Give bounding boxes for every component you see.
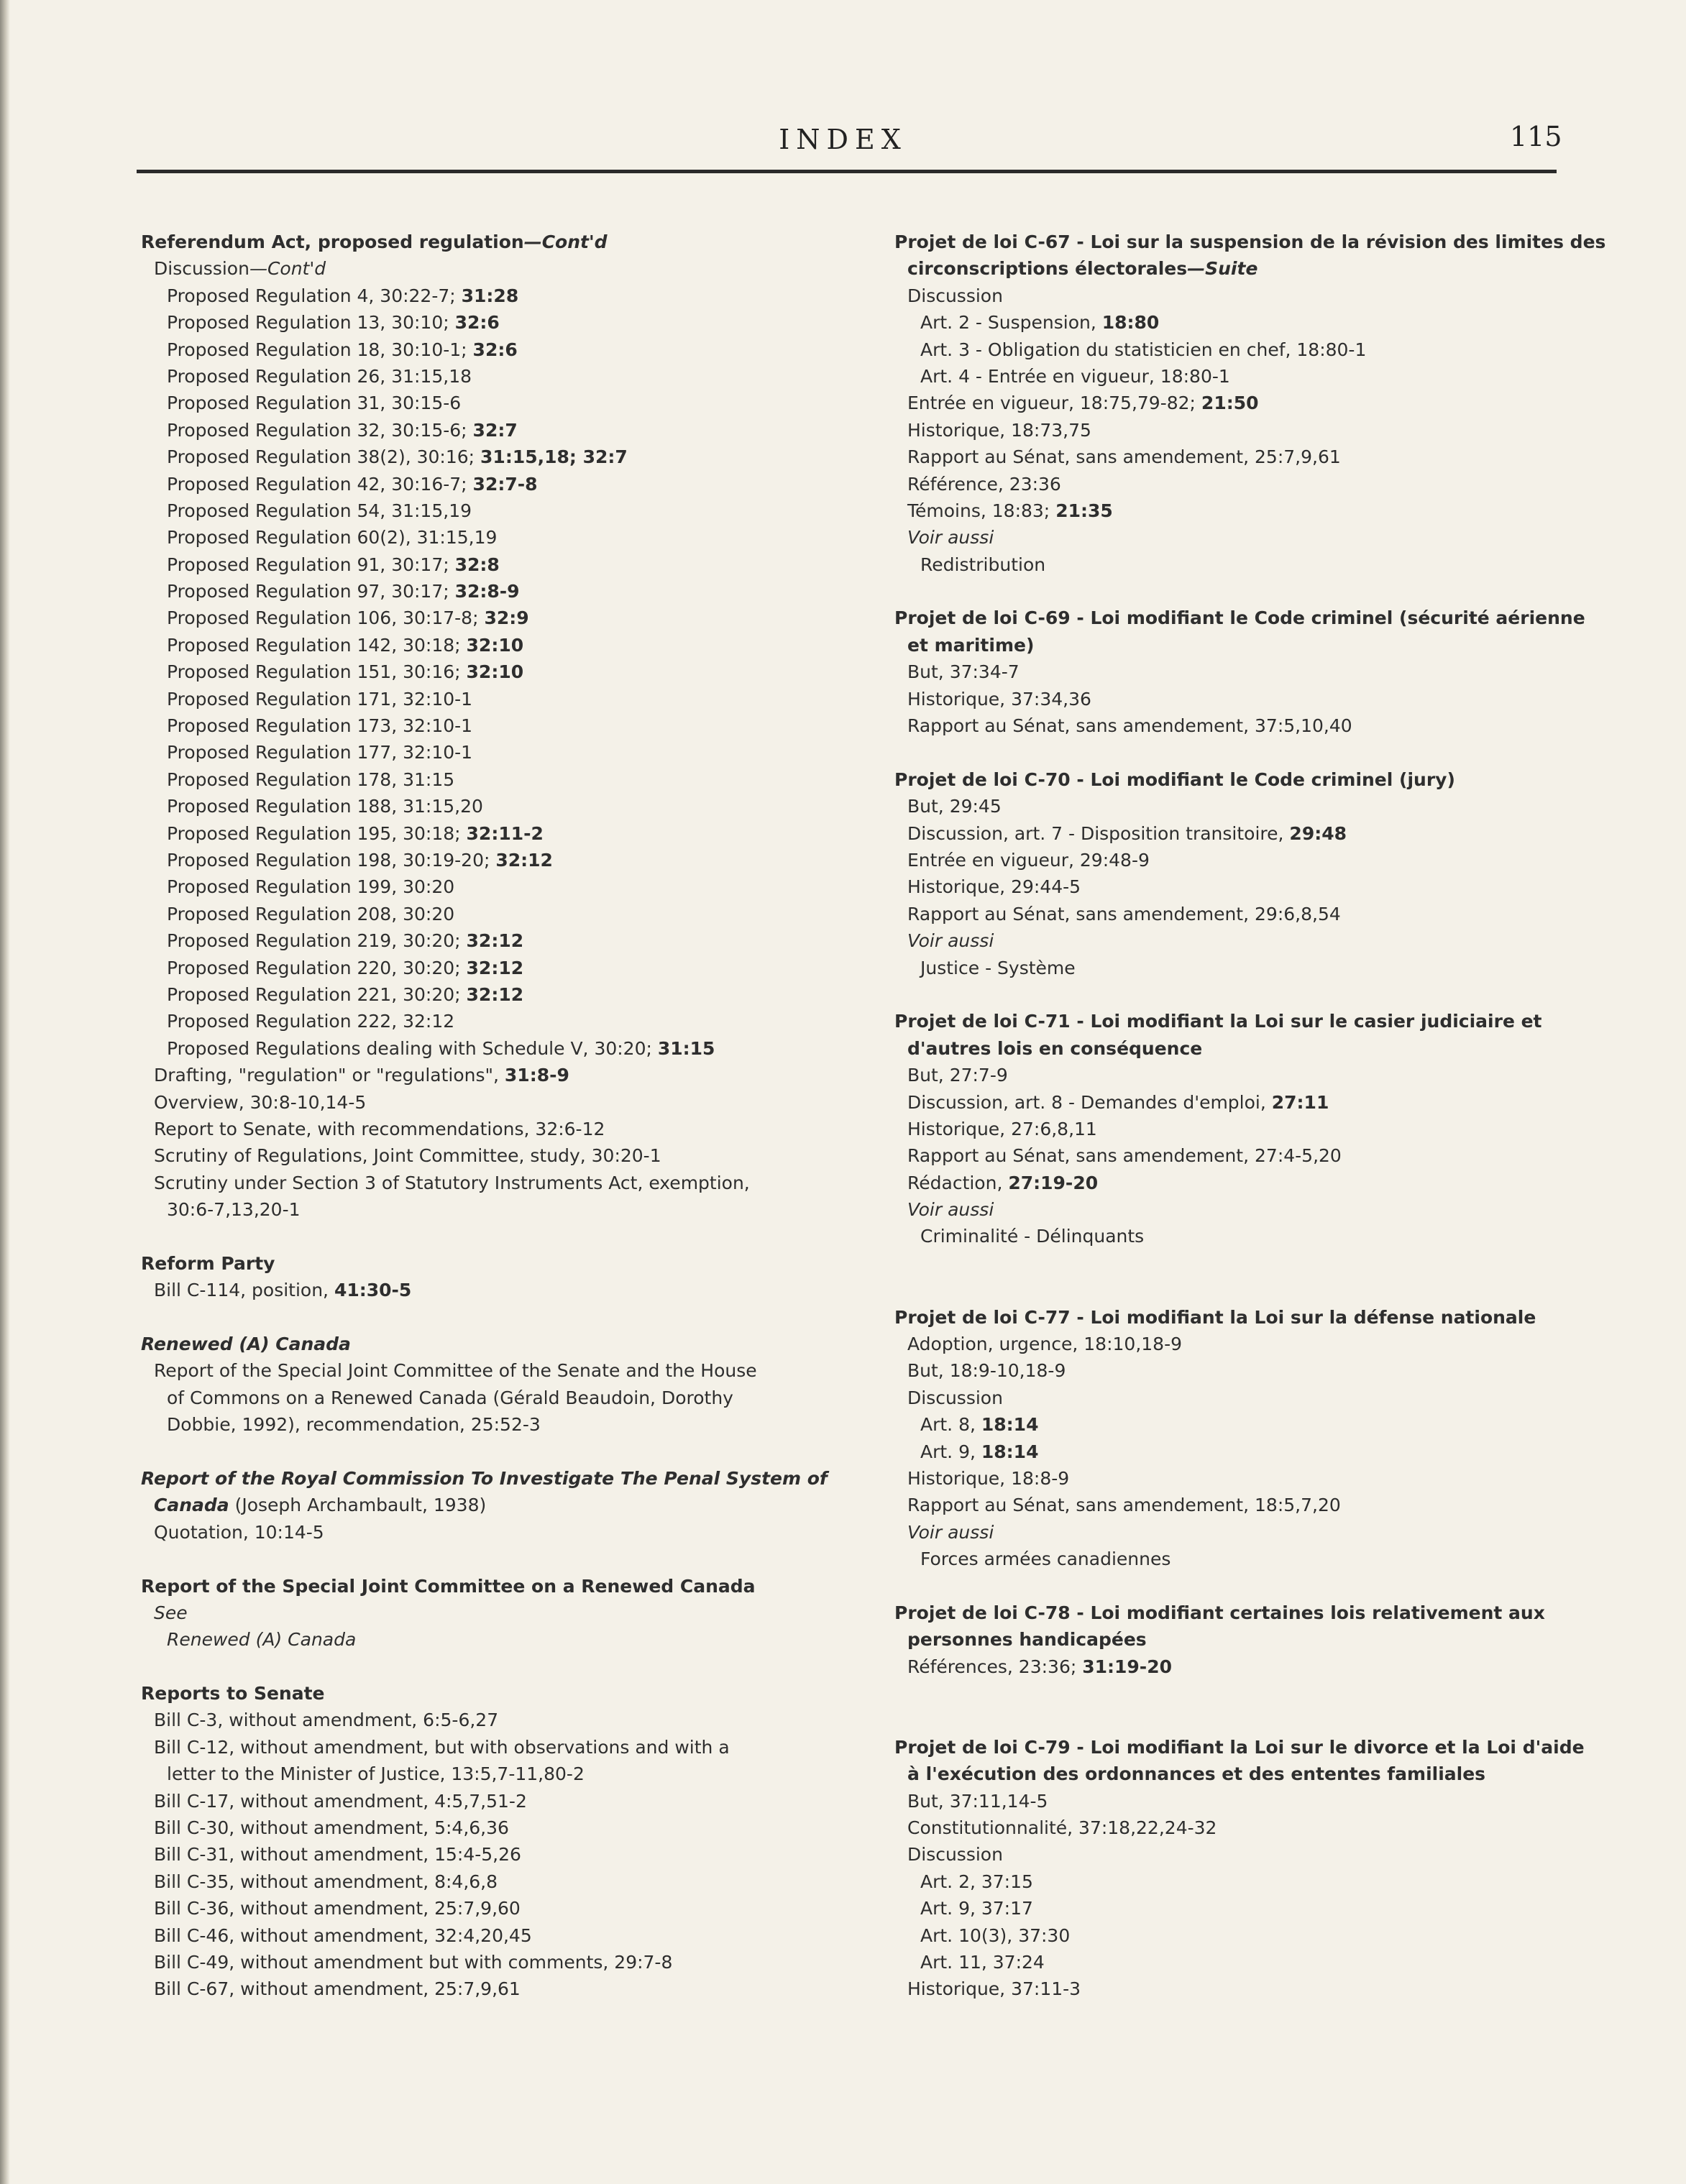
entry-text: Proposed Regulation 38(2), 30:16; — [167, 446, 481, 468]
entry-text: Proposed Regulation 106, 30:17-8; — [167, 607, 485, 629]
index-entry — [894, 686, 1613, 712]
index-entry — [894, 1385, 1613, 1411]
index-entry — [894, 1089, 1613, 1116]
index-entry — [141, 1626, 860, 1653]
entry-text: Voir aussi — [907, 930, 994, 952]
index-entry — [894, 497, 1613, 524]
entry-text: 32:8 — [454, 554, 500, 575]
entry-text: Art. 10(3), 37:30 — [920, 1924, 1071, 1946]
entry-text: Justice - Système — [920, 957, 1076, 978]
index-entry — [141, 1492, 860, 1518]
entry-text: 32:11-2 — [466, 822, 544, 844]
entry-spacer — [894, 1707, 1613, 1733]
index-entry — [141, 955, 860, 981]
index-entry — [894, 1357, 1613, 1384]
index-entry — [141, 1357, 860, 1384]
index-entry — [141, 1385, 860, 1411]
index-entry — [894, 336, 1613, 363]
index-heading — [141, 1573, 860, 1600]
index-entry — [141, 739, 860, 766]
index-entry — [141, 1411, 860, 1438]
index-entry — [141, 712, 860, 739]
entry-text: Proposed Regulation 42, 30:16-7; — [167, 473, 473, 495]
entry-text: —Cont'd — [249, 258, 326, 280]
entry-text: Bill C-49, without amendment but with comments, 29:7-8 — [154, 1952, 673, 1973]
entry-text: Entrée en vigueur, 29:48-9 — [907, 849, 1150, 871]
index-entry — [894, 390, 1613, 416]
entry-text: Report of the Royal Commission To Investigate The Penal System of — [141, 1467, 828, 1489]
index-entry — [141, 1949, 860, 1976]
entry-text: Bill C-30, without amendment, 5:4,6,36 — [154, 1817, 509, 1839]
entry-spacer — [894, 981, 1613, 1008]
index-entry — [141, 1841, 860, 1868]
index-entry — [141, 686, 860, 712]
index-entry — [141, 1116, 860, 1142]
entry-spacer — [141, 1546, 860, 1572]
entry-text: Rapport au Sénat, sans amendement, 18:5,7,20 — [907, 1495, 1341, 1516]
entry-text: Art. 8, — [920, 1414, 981, 1436]
index-entry — [141, 1788, 860, 1814]
entry-text: Overview, 30:8-10,14-5 — [154, 1091, 367, 1113]
index-column-right — [894, 229, 1613, 2003]
index-entry — [894, 417, 1613, 444]
index-entry — [894, 1439, 1613, 1465]
entry-text: personnes handicapées — [907, 1629, 1147, 1651]
entry-spacer — [894, 1277, 1613, 1303]
index-entry — [894, 632, 1613, 659]
index-entry — [141, 524, 860, 551]
entry-text: Discussion — [907, 1844, 1003, 1866]
entry-text: Voir aussi — [907, 1199, 994, 1221]
index-heading — [894, 1734, 1613, 1761]
entry-text: of Commons on a Renewed Canada (Gérald Beaudoin, Dorothy — [167, 1387, 733, 1408]
entry-text: 18:14 — [981, 1441, 1039, 1462]
entry-text: 31:8-9 — [504, 1065, 569, 1086]
entry-text: Art. 9, 37:17 — [920, 1898, 1033, 1919]
entry-text: But, 29:45 — [907, 796, 1002, 817]
entry-text: Proposed Regulation 220, 30:20; — [167, 957, 467, 978]
index-entry — [894, 1788, 1613, 1814]
entry-text: Historique, 18:8-9 — [907, 1467, 1070, 1489]
entry-text: 32:12 — [466, 983, 524, 1005]
entry-text: Art. 2, 37:15 — [920, 1871, 1033, 1892]
index-entry — [141, 901, 860, 927]
entry-text: But, 37:11,14-5 — [907, 1790, 1048, 1812]
entry-text: Bill C-36, without amendment, 25:7,9,60 — [154, 1898, 521, 1919]
entry-text: Proposed Regulation 97, 30:17; — [167, 581, 455, 602]
index-entry — [894, 1814, 1613, 1841]
entry-text: 32:12 — [495, 849, 553, 871]
entry-text: Discussion, art. 8 - Demandes d'emploi, — [907, 1091, 1272, 1113]
entry-text: Entrée en vigueur, 18:75,79-82; — [907, 393, 1201, 414]
entry-text: Proposed Regulation 171, 32:10-1 — [167, 688, 473, 710]
entry-text: Canada — [154, 1495, 229, 1516]
entry-text: Proposed Regulation 18, 30:10-1; — [167, 339, 473, 360]
entry-text: Proposed Regulation 151, 30:16; — [167, 661, 467, 683]
entry-text: Proposed Regulation 60(2), 31:15,19 — [167, 527, 498, 549]
index-entry — [894, 1949, 1613, 1976]
entry-text: 27:19-20 — [1008, 1172, 1099, 1193]
index-entry — [894, 659, 1613, 685]
page-number: 115 — [1510, 121, 1562, 152]
entry-text: Proposed Regulation 26, 31:15,18 — [167, 365, 472, 387]
index-entry — [894, 309, 1613, 336]
entry-text: Historique, 29:44-5 — [907, 876, 1081, 898]
entry-text: Bill C-46, without amendment, 32:4,20,45 — [154, 1924, 532, 1946]
index-entry — [141, 578, 860, 605]
entry-text: 29:48 — [1289, 822, 1347, 844]
index-entry — [894, 1142, 1613, 1169]
entry-text: 41:30-5 — [334, 1280, 412, 1301]
entry-spacer — [141, 1223, 860, 1249]
entry-text: Discussion — [907, 285, 1003, 306]
entry-text: Rapport au Sénat, sans amendement, 27:4-5,20 — [907, 1145, 1342, 1167]
index-entry — [141, 283, 860, 309]
index-entry — [141, 605, 860, 631]
entry-text: Proposed Regulation 177, 32:10-1 — [167, 742, 473, 763]
entry-spacer — [894, 739, 1613, 766]
index-entry — [141, 1734, 860, 1761]
index-entry — [141, 551, 860, 578]
entry-text: Projet de loi C-77 - Loi modifiant la Loi sur la défense nationale — [894, 1306, 1536, 1328]
entry-text: Report of the Special Joint Committee on a Renewed Canada — [141, 1575, 756, 1597]
entry-text: et maritime) — [907, 634, 1035, 656]
index-entry — [894, 1223, 1613, 1249]
index-entry — [894, 1841, 1613, 1868]
entry-text: Constitutionnalité, 37:18,22,24-32 — [907, 1817, 1217, 1839]
entry-spacer — [141, 1439, 860, 1465]
entry-text: 18:14 — [981, 1414, 1039, 1436]
entry-text: Projet de loi C-71 - Loi modifiant la Loi sur le casier judiciaire et — [894, 1011, 1542, 1032]
entry-text: Proposed Regulation 32, 30:15-6; — [167, 419, 473, 441]
index-entry — [141, 255, 860, 282]
entry-text: Forces armées canadiennes — [920, 1548, 1171, 1570]
entry-text: Report of the Special Joint Committee of the Senate and the House — [154, 1360, 757, 1382]
index-column-left — [141, 229, 860, 2003]
entry-text: Art. 2 - Suspension, — [920, 312, 1102, 334]
entry-text: Proposed Regulation 54, 31:15,19 — [167, 500, 472, 521]
index-entry — [894, 1976, 1613, 2002]
entry-text: But, 27:7-9 — [907, 1065, 1008, 1086]
index-heading — [894, 1304, 1613, 1331]
entry-text: Proposed Regulation 219, 30:20; — [167, 930, 467, 952]
index-entry — [894, 283, 1613, 309]
entry-spacer — [894, 1250, 1613, 1277]
entry-text: Témoins, 18:83; — [907, 500, 1056, 521]
entry-text: Référence, 23:36 — [907, 473, 1061, 495]
index-entry — [141, 1142, 860, 1169]
index-entry — [894, 444, 1613, 470]
index-entry — [141, 1277, 860, 1303]
entry-text: —Cont'd — [523, 231, 608, 252]
entry-text: 32:7 — [472, 419, 518, 441]
entry-text: 32:10 — [466, 634, 524, 656]
entry-text: 32:10 — [466, 661, 524, 683]
entry-text: 32:6 — [454, 312, 500, 334]
page-binding-edge — [0, 0, 10, 2184]
index-heading — [141, 1331, 860, 1357]
index-entry — [141, 1922, 860, 1949]
entry-text: letter to the Minister of Justice, 13:5,7-11,80-2 — [167, 1763, 585, 1785]
entry-spacer — [141, 1304, 860, 1331]
index-entry — [141, 390, 860, 416]
index-entry — [894, 363, 1613, 390]
index-entry — [141, 766, 860, 793]
index-entry — [141, 1035, 860, 1062]
index-entry — [894, 1170, 1613, 1196]
entry-text: circonscriptions électorales — [907, 258, 1188, 280]
entry-text: 30:6-7,13,20-1 — [167, 1199, 301, 1221]
index-entry — [894, 1116, 1613, 1142]
entry-text: 32:9 — [484, 607, 529, 629]
index-entry — [894, 551, 1613, 578]
entry-text: Projet de loi C-70 - Loi modifiant le Code criminel (jury) — [894, 768, 1455, 790]
entry-text: Renewed (A) Canada — [141, 1334, 351, 1355]
index-heading — [894, 766, 1613, 793]
index-entry — [894, 1546, 1613, 1572]
entry-text: Projet de loi C-79 - Loi modifiant la Loi sur le divorce et la Loi d'aide — [894, 1736, 1585, 1758]
entry-text: 21:50 — [1201, 393, 1259, 414]
entry-text: Criminalité - Délinquants — [920, 1226, 1145, 1247]
entry-text: Reports to Senate — [141, 1683, 325, 1704]
index-entry — [894, 1196, 1613, 1223]
index-entry — [141, 1976, 860, 2002]
index-heading — [141, 1465, 860, 1492]
entry-text: Proposed Regulation 199, 30:20 — [167, 876, 455, 898]
entry-text: Historique, 37:11-3 — [907, 1978, 1081, 2000]
index-entry — [894, 255, 1613, 282]
entry-text: Scrutiny of Regulations, Joint Committee, study, 30:20-1 — [154, 1145, 661, 1167]
entry-text: Redistribution — [920, 554, 1046, 575]
entry-text: 27:11 — [1271, 1091, 1329, 1113]
entry-text: Bill C-67, without amendment, 25:7,9,61 — [154, 1978, 521, 2000]
index-heading — [894, 229, 1613, 255]
entry-text: Bill C-17, without amendment, 4:5,7,51-2 — [154, 1790, 527, 1812]
entry-text: 32:12 — [466, 957, 524, 978]
index-entry — [894, 1895, 1613, 1922]
entry-text: Quotation, 10:14-5 — [154, 1521, 324, 1543]
index-entry — [894, 927, 1613, 954]
entry-spacer — [141, 1653, 860, 1680]
entry-text: Bill C-12, without amendment, but with observations and with a — [154, 1736, 730, 1758]
entry-text: 18:80 — [1101, 312, 1160, 334]
index-entry — [141, 1600, 860, 1626]
index-entry — [894, 1868, 1613, 1895]
entry-text: 21:35 — [1055, 500, 1113, 521]
entry-text: Proposed Regulation 195, 30:18; — [167, 822, 467, 844]
index-entry — [141, 981, 860, 1008]
index-entry — [141, 363, 860, 390]
entry-text: Bill C-31, without amendment, 15:4-5,26 — [154, 1844, 521, 1866]
entry-text: Projet de loi C-67 - Loi sur la suspension de la révision des limites des — [894, 231, 1606, 252]
index-entry — [141, 659, 860, 685]
index-entry — [141, 1814, 860, 1841]
entry-text: (Joseph Archambault, 1938) — [229, 1495, 487, 1516]
entry-text: Discussion — [907, 1387, 1003, 1408]
entry-text: Discussion — [154, 258, 249, 280]
entry-text: 32:7-8 — [472, 473, 538, 495]
index-entry — [141, 497, 860, 524]
entry-text: Proposed Regulation 142, 30:18; — [167, 634, 467, 656]
entry-text: Bill C-3, without amendment, 6:5-6,27 — [154, 1710, 499, 1731]
entry-text: Reform Party — [141, 1252, 275, 1274]
index-entry — [894, 793, 1613, 820]
index-entry — [141, 793, 860, 820]
entry-text: Bill C-35, without amendment, 8:4,6,8 — [154, 1871, 498, 1892]
index-heading — [894, 1008, 1613, 1034]
index-entry — [141, 444, 860, 470]
index-heading — [894, 605, 1613, 631]
index-entry — [894, 1062, 1613, 1088]
entry-text: Historique, 37:34,36 — [907, 688, 1091, 710]
index-entry — [894, 873, 1613, 900]
entry-text: Proposed Regulation 221, 30:20; — [167, 983, 467, 1005]
entry-text: Proposed Regulation 188, 31:15,20 — [167, 796, 483, 817]
entry-text: 32:12 — [466, 930, 524, 952]
entry-text: Voir aussi — [907, 1521, 994, 1543]
entry-text: Rapport au Sénat, sans amendement, 25:7,9,61 — [907, 446, 1341, 468]
entry-text: d'autres lois en conséquence — [907, 1037, 1203, 1059]
entry-text: Dobbie, 1992), recommendation, 25:52-3 — [167, 1414, 541, 1436]
index-entry — [141, 820, 860, 847]
index-entry — [141, 1868, 860, 1895]
entry-text: 31:15,18; 32:7 — [480, 446, 628, 468]
entry-text: 32:6 — [472, 339, 518, 360]
entry-text: 32:8-9 — [454, 581, 520, 602]
index-entry — [141, 1519, 860, 1546]
entry-text: Renewed (A) Canada — [167, 1629, 357, 1651]
entry-text: Art. 9, — [920, 1441, 981, 1462]
index-entry — [141, 873, 860, 900]
index-entry — [894, 955, 1613, 981]
entry-text: 31:28 — [461, 285, 519, 306]
entry-text: Projet de loi C-78 - Loi modifiant certaines lois relativement aux — [894, 1602, 1545, 1623]
entry-text: Historique, 18:73,75 — [907, 419, 1091, 441]
index-heading — [141, 229, 860, 255]
entry-text: Proposed Regulation 31, 30:15-6 — [167, 393, 462, 414]
index-entry — [894, 1465, 1613, 1492]
entry-text: à l'exécution des ordonnances et des ententes familiales — [907, 1763, 1486, 1785]
entry-text: Rapport au Sénat, sans amendement, 37:5,10,40 — [907, 715, 1352, 737]
index-entry — [141, 1170, 860, 1196]
index-entry — [141, 336, 860, 363]
index-entry — [894, 1035, 1613, 1062]
entry-text: 31:19-20 — [1082, 1656, 1172, 1677]
index-entry — [894, 1922, 1613, 1949]
index-entry — [141, 309, 860, 336]
entry-text: Proposed Regulation 4, 30:22-7; — [167, 285, 462, 306]
index-entry — [894, 712, 1613, 739]
index-entry — [894, 901, 1613, 927]
index-entry — [141, 927, 860, 954]
index-entry — [141, 1196, 860, 1223]
entry-text: Rapport au Sénat, sans amendement, 29:6,8,54 — [907, 903, 1341, 924]
entry-text: Drafting, "regulation" or "regulations", — [154, 1065, 505, 1086]
entry-text: See — [154, 1602, 188, 1623]
entry-text: Proposed Regulation 208, 30:20 — [167, 903, 455, 924]
index-entry — [141, 1761, 860, 1787]
index-entry — [894, 847, 1613, 873]
entry-spacer — [894, 578, 1613, 605]
page-title: INDEX — [779, 124, 907, 155]
entry-text: Proposed Regulation 13, 30:10; — [167, 312, 455, 334]
entry-text: Références, 23:36; — [907, 1656, 1083, 1677]
entry-text: Art. 11, 37:24 — [920, 1952, 1045, 1973]
index-entry — [141, 1062, 860, 1088]
index-entry — [894, 1331, 1613, 1357]
index-entry — [141, 471, 860, 497]
entry-text: Proposed Regulation 173, 32:10-1 — [167, 715, 473, 737]
header-rule — [137, 170, 1557, 173]
entry-text: But, 37:34-7 — [907, 661, 1020, 683]
entry-text: Proposed Regulation 222, 32:12 — [167, 1011, 455, 1032]
entry-text: Proposed Regulation 91, 30:17; — [167, 554, 455, 575]
entry-text: Scrutiny under Section 3 of Statutory Instruments Act, exemption, — [154, 1172, 750, 1193]
index-entry — [141, 1707, 860, 1733]
entry-text: Discussion, art. 7 - Disposition transitoire, — [907, 822, 1290, 844]
index-entry — [141, 847, 860, 873]
entry-spacer — [894, 1680, 1613, 1707]
index-entry — [894, 1626, 1613, 1653]
entry-text: Proposed Regulations dealing with Schedule V, 30:20; — [167, 1037, 658, 1059]
index-entry — [894, 1411, 1613, 1438]
entry-text: Bill C-114, position, — [154, 1280, 334, 1301]
index-entry — [894, 1653, 1613, 1680]
entry-spacer — [894, 1573, 1613, 1600]
index-entry — [141, 417, 860, 444]
entry-text: But, 18:9-10,18-9 — [907, 1360, 1066, 1382]
entry-text: Art. 3 - Obligation du statisticien en chef, 18:80-1 — [920, 339, 1367, 360]
index-entry — [894, 1492, 1613, 1518]
index-entry — [894, 1519, 1613, 1546]
index-entry — [141, 632, 860, 659]
index-heading — [141, 1680, 860, 1707]
entry-text: Rédaction, — [907, 1172, 1009, 1193]
index-heading — [141, 1250, 860, 1277]
index-entry — [894, 820, 1613, 847]
entry-text: Report to Senate, with recommendations, 32:6-12 — [154, 1118, 605, 1139]
entry-text: Historique, 27:6,8,11 — [907, 1118, 1097, 1139]
index-entry — [141, 1089, 860, 1116]
index-heading — [894, 1600, 1613, 1626]
index-entry — [894, 524, 1613, 551]
index-entry — [894, 1761, 1613, 1787]
index-entry — [894, 471, 1613, 497]
entry-text: Art. 4 - Entrée en vigueur, 18:80-1 — [920, 365, 1230, 387]
entry-text: —Suite — [1187, 258, 1258, 280]
entry-text: Adoption, urgence, 18:10,18-9 — [907, 1334, 1183, 1355]
entry-text: Referendum Act, proposed regulation — [141, 231, 524, 252]
entry-text: Proposed Regulation 178, 31:15 — [167, 768, 455, 790]
entry-text: Projet de loi C-69 - Loi modifiant le Code criminel (sécurité aérienne — [894, 607, 1585, 629]
index-entry — [141, 1008, 860, 1034]
entry-text: Voir aussi — [907, 527, 994, 549]
entry-text: 31:15 — [657, 1037, 715, 1059]
index-entry — [141, 1895, 860, 1922]
entry-text: Proposed Regulation 198, 30:19-20; — [167, 849, 496, 871]
